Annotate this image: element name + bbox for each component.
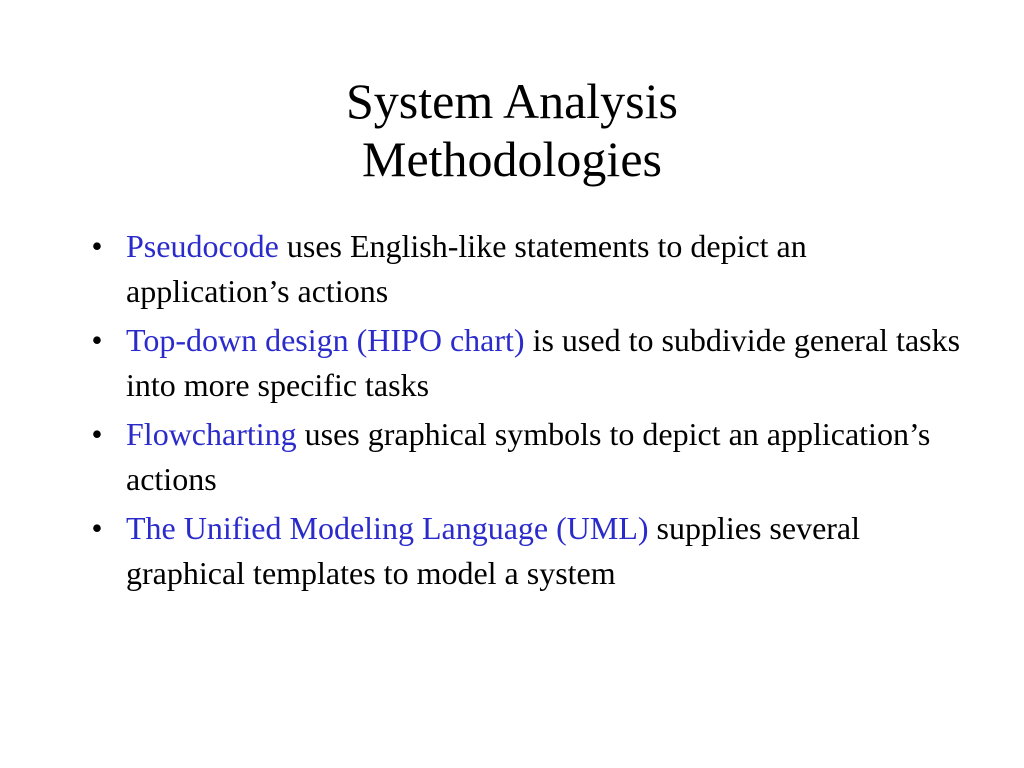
bullet-term: The Unified Modeling Language (UML) (126, 510, 649, 546)
bullet-term: Pseudocode (126, 228, 279, 264)
slide-title (0, 72, 1024, 188)
bullet-icon: • (91, 322, 103, 358)
bullet-icon: • (91, 510, 103, 546)
bullet-text: uses graphical symbols to depict an application’s actions (126, 416, 931, 497)
bullet-list (82, 224, 962, 600)
bullet-icon: • (91, 228, 103, 264)
bullet-item-pseudocode (82, 224, 962, 314)
bullet-text: supplies several graphical templates to model a system (126, 510, 861, 591)
bullet-item-top-down-design (82, 318, 962, 408)
bullet-text: is used to subdivide general tasks into more specific tasks (126, 322, 961, 403)
bullet-text: uses English-like statements to depict an application’s actions (126, 228, 807, 309)
bullet-term: Flowcharting (126, 416, 297, 452)
bullet-term: Top-down design (HIPO chart) (126, 322, 525, 358)
bullet-icon: • (91, 416, 103, 452)
bullet-item-uml (82, 506, 962, 596)
title-line-2: Methodologies (362, 131, 662, 187)
title-line-1: System Analysis (346, 73, 678, 129)
bullet-item-flowcharting (82, 412, 962, 502)
